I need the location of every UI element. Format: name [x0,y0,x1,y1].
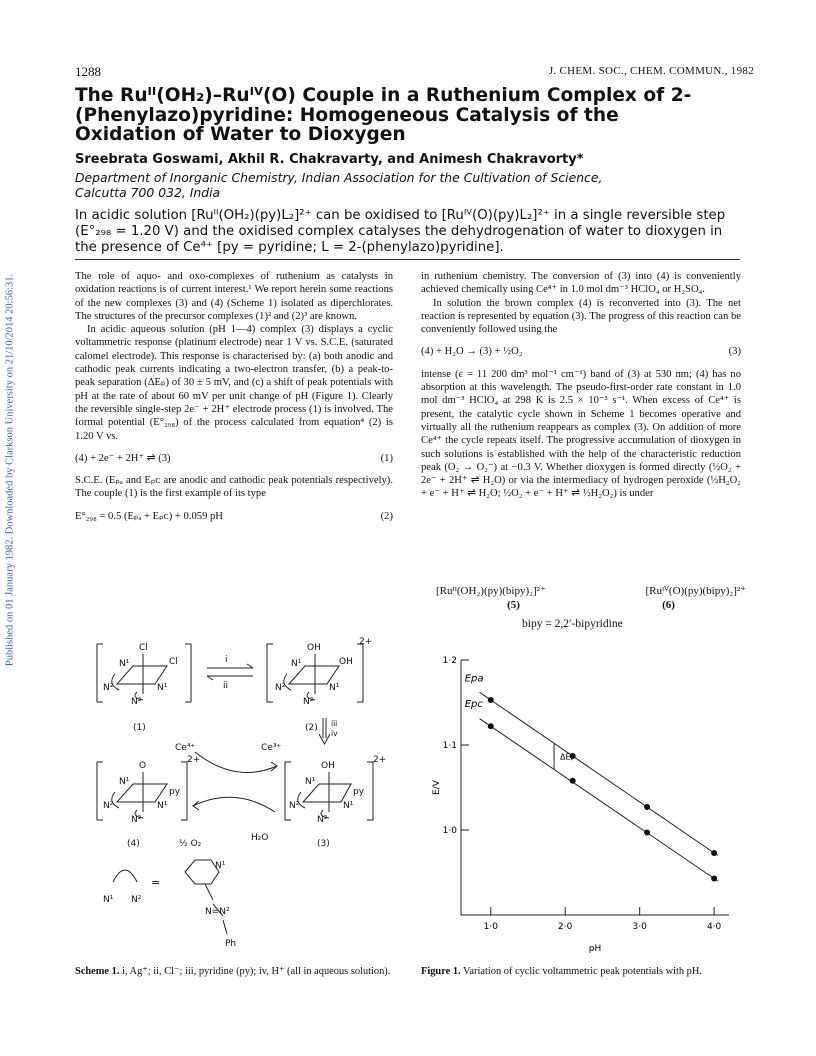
atom-n2: N² [275,683,286,693]
complex-6-formula: [Ruᴵⱽ(O)(py)(bipy)₂]²⁺ [645,585,746,597]
arrow-ii-label: ii [223,681,229,691]
atom-n2: N² [303,697,314,707]
body-paragraph: in ruthenium chemistry. The conversion of (3) into (4) is conveniently achieved chemically using Ce⁴⁺ in 1.0 mol dm⁻³ HClO₄ or H₂SO₄. [421,271,741,296]
running-head: J. CHEM. SOC., CHEM. COMMUN., 1982 [548,65,754,77]
scheme-caption [75,966,395,979]
charge-label: 2+ [373,755,387,765]
ligand-oh2: OH [321,761,335,771]
author-list: Sreebrata Goswami, Akhil R. Chakravarty, and Animesh Chakravorty* [75,152,584,167]
ligand-o: O [139,761,147,771]
body-paragraph: S.C.E. (Eₚₐ and Eₚᴄ are anodic and cathodic peak potentials respectively). The couple (1) is the first example of its type [75,475,393,500]
series-line-epa [480,692,718,855]
compound-3-label: (3) [317,839,330,849]
body-paragraph: The role of aquo- and oxo-complexes of ruthenium as catalysts in oxidation reactions is of current interest.¹ We report herein some reactions of the new complexes (3) and (4) (Scheme 1) isolated as diperchlorates. The structures of the precursor complexes (1)² and (2)³ are known. [75,271,393,322]
figure-caption-text: Variation of cyclic voltammetric peak potentials with pH. [460,966,702,977]
body-paragraph: In acidic aqueous solution (pH 1—4) complex (3) displays a cyclic voltammetric response (platinum electrode) near 1 V vs. S.C.E. (saturated calomel electrode). This response is characterised by: (a) both anodic and cathodic peak currents indicating a two-electron transfer, (b) a peak-to-peak separation (ΔEₚ) of 30 ± 5 mV, and (c) a shift of peak potentials with pH at the rate of about 60 mV per unit change of pH (Figure 1). Clearly the reversible single-step 2e⁻ + 2H⁺ electrode process (1) is involved. The formal potential (E°₂₉₈) of the process calculated from equation⁴ (2) is 1.20 V vs. [75,324,393,442]
x-axis-label: pH [588,944,602,954]
abstract-divider [75,259,740,260]
atom-n2: N² [131,895,142,905]
x-tick-label: 3·0 [632,922,647,932]
equation-1-number: (1) [380,452,393,464]
abstract: In acidic solution [Ruᴵᴵ(OH₂)(py)L₂]²⁺ can be oxidised to [Ruᴵⱽ(O)(py)L₂]²⁺ in a single reversible step (E°₂₉₈ = 1.20 V) and the oxidised complex catalyses the dehydrogenation of water to dioxygen in the presence of Ce⁴⁺ [py = pyridine; L = 2-(phenylazo)pyridine]. [75,208,726,255]
y-tick-label: 1·0 [442,826,457,836]
x-tick-label: 1·0 [483,922,498,932]
compound-4-label: (4) [127,839,140,849]
water-label: H₂O [251,833,269,843]
ligand-py: py [169,787,181,797]
phenyl-label: Ph [225,939,237,949]
atom-n2: N² [317,815,328,825]
figure-1-chart [421,650,741,955]
body-paragraph: In solution the brown complex (4) is reconverted into (3). The net reaction is represented by equation (3). The progress of this reaction can be conveniently followed using the [421,297,741,336]
compound-2-label: (2) [305,723,318,733]
atom-n2: N² [289,801,300,811]
ligand-oh2: OH [339,657,353,667]
atom-n1: N¹ [103,895,114,905]
charge-label: 2+ [359,637,373,647]
atom-n1: N¹ [343,801,354,811]
delta-ep-label: ΔEₚ [560,752,575,762]
ligand-cl-top: Cl [139,643,148,653]
ligand-cl-right: Cl [169,657,178,667]
data-point-epa [644,804,650,810]
cerium-iii-label: Ce³⁺ [261,743,282,753]
atom-n2: N² [131,815,142,825]
equation-1 [75,452,393,465]
x-tick-label: 2·0 [558,922,573,932]
page-number: 1288 [75,64,101,79]
article-title: The Ruᴵᴵ(OH₂)–Ruᴵⱽ(O) Couple in a Ruthenium Complex of 2-(Phenylazo)pyridine: Homogeneous Catalysis of the Oxidation of Water to Dioxygen [75,85,692,145]
complex-5-formula: [Ruᴵᴵ(OH₂)(py)(bipy)₂]²⁺ [436,585,546,597]
bipy-definition: bipy = 2,2′-bipyridine [522,618,623,630]
atom-n1: N¹ [119,777,130,787]
figure-caption [421,966,741,979]
ligand-oh2: OH [307,643,321,653]
data-point-epa [711,850,717,856]
equation-3-text: (4) + H₂O → (3) + ½O₂ [421,346,523,358]
series-label-epc: Epc [464,698,483,710]
azo-group: N=N² [205,907,230,917]
charge-label: 2+ [187,755,201,765]
compound-1-label: (1) [133,723,146,733]
y-tick-label: 1·2 [442,656,457,666]
arrow-iii-label: iii [331,719,338,728]
data-point-epc [570,778,576,784]
scheme-caption-label: Scheme 1. [75,966,120,977]
publication-stamp-text: Published on 01 January 1982. Downloaded by Clarkson University on 21/10/2014 20:56:31. [4,273,16,667]
atom-n2: N² [103,683,114,693]
half-dioxygen-label: ½ O₂ [179,839,202,849]
body-paragraph: intense (ε = 11 200 dm³ mol⁻¹ cm⁻¹) band of (3) at 530 nm; (4) has no absorption at this wavelength. The pseudo-first-order rate constant in 1.0 mol dm⁻³ HClO₄ at 298 K is 2.5 × 10⁻³ s⁻¹. When excess of Ce⁴⁺ is present, the catalytic cycle shown in Scheme 1 becomes operative and virtually all the ruthenium reappears as complex (3). On addition of more Ce⁴⁺ the cycle repeats itself. The progressive accumulation of dioxygen in such solutions is established with the help of the characteristic reduction peak (O₂ → O₂⁻) at −0.3 V. Whether dioxygen is formed directly (½O₂ + 2e⁻ + 2H⁺ ⇌ H₂O) or via the intermediacy of hydrogen peroxide (½H₂O₂ + e⁻ + H⁺ ⇌ H₂O; ½O₂ + e⁻ + H⁺ ⇌ ½H₂O₂) is under [421,368,741,500]
equation-2-number: (2) [380,510,393,522]
equation-3 [421,345,741,358]
series-line-epc [480,719,718,881]
complex-formulas [436,584,746,611]
atom-n2: N² [103,801,114,811]
atom-n-prime: N¹ [215,861,226,871]
equals-sign: = [151,876,161,889]
scheme-caption-text: i, Ag⁺; ii, Cl⁻; iii, pyridine (py); iv, H⁺ (all in aqueous solution). [119,966,391,977]
equation-3-number: (3) [728,346,741,358]
y-tick-label: 1·1 [442,741,457,751]
data-point-epc [711,875,717,881]
affiliation: Department of Inorganic Chemistry, Indian Association for the Cultivation of Science, Calcutta 700 032, India [75,170,603,200]
equation-2-text: E°₂₉₈ = 0.5 (Eₚₐ + Eₚᴄ) + 0.059 pH [75,510,223,522]
complex-5-label: (5) [507,599,520,611]
right-column [421,270,741,501]
left-column [75,270,393,532]
atom-n1: N¹ [291,659,302,669]
atom-n1: N¹ [157,801,168,811]
data-point-epc [644,830,650,836]
scheme-1-diagram [75,634,405,959]
figure-caption-label: Figure 1. [421,966,461,977]
atom-n2: N² [131,697,142,707]
atom-n1: N¹ [305,777,316,787]
equation-1-text: (4) + 2e⁻ + 2H⁺ ⇌ (3) [75,452,171,464]
atom-n1: N¹ [157,683,168,693]
ligand-py: py [353,787,365,797]
atom-n1: N¹ [119,659,130,669]
y-axis-label: E/V [432,780,442,795]
series-label-epa: Epa [464,673,484,685]
equation-2 [75,510,393,523]
data-point-epc [488,723,494,729]
complex-6-label: (6) [662,599,675,611]
arrow-i-label: i [225,655,228,665]
atom-n1: N¹ [329,683,340,693]
x-tick-label: 4·0 [706,922,722,932]
data-point-epa [488,697,494,703]
arrow-iv-label: iv [331,729,338,738]
publication-stamp [2,190,18,750]
cerium-iv-label: Ce⁴⁺ [175,743,196,753]
